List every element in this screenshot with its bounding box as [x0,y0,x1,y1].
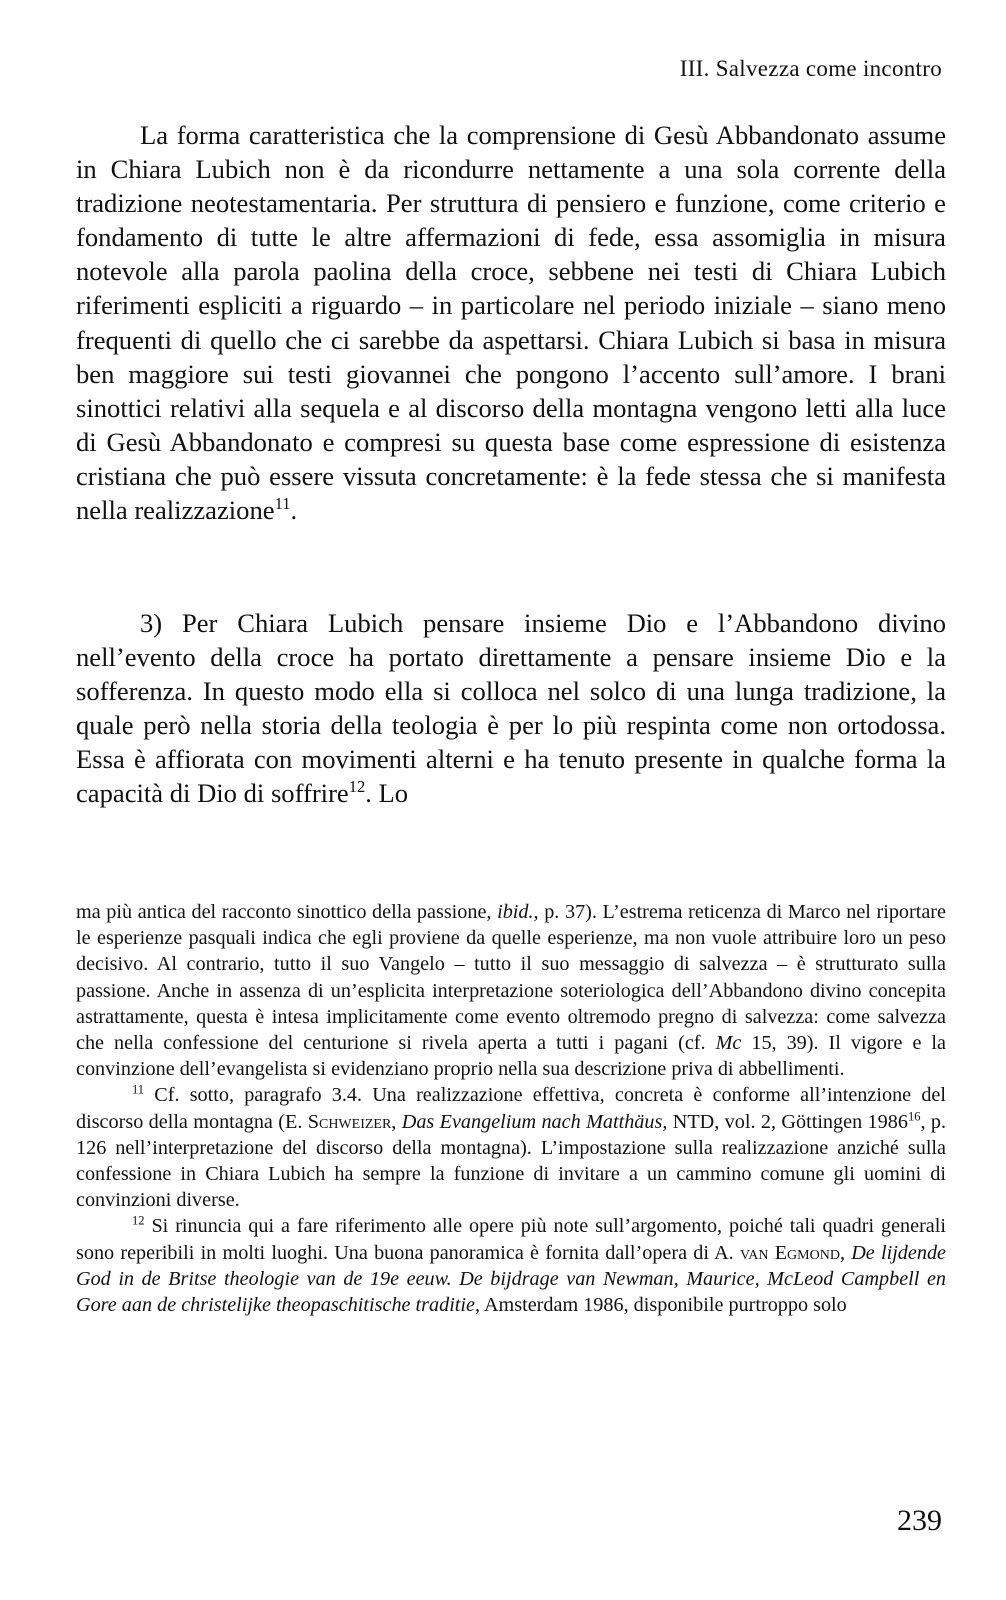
footnote-number: 11 [132,1082,145,1097]
footnote-separator: , [839,1241,852,1264]
footnote-italic: ibid. [497,901,534,923]
footnote-text: 15, 39). Il vigore e la convinzione dell’evangelista si evidenziano proprio nella sua descrizione priva di abbellimenti. [76,1032,946,1081]
running-header: III. Salvezza come incontro [679,56,942,81]
body-paragraph-1 [76,118,946,527]
footnote-text: , p. 126 nell’interpretazione del discorso della montagna). L’impostazione sulla realizzazione anziché sulla confessione in Chiara Lubich ha sempre la funzione di invitare a un cammino comune gli uomini di convinzioni diverse. [76,1110,947,1212]
footnote-text: Si rinuncia qui a fare riferimento alle opere più note sull’argomento, poiché tali quadri generali sono reperibili in molti luoghi. Una buona panoramica è fornita dall’opera di A. [76,1215,946,1264]
footnote-text: , p. 37). L’estrema reticenza di Marco nel riportare le esperienze pasquali indica che egli proviene da quelle esperienze, ma non vuole attribuire loro un peso decisivo. Al contrario, tutto il suo Vangelo – tutto il suo messaggio di salvezza – è strutturato sulla passione. Anche in assenza di un’esplicita interpretazione soteriologica dell’Abbandono divino concepita astrattamente, questa è intesa implicitamente come evento oltremodo pregno di salvezza: come salvezza che nella confessione del centurione si rivela aperta a tutti i pagani (cf. [76,901,946,1055]
footnote-continuation [76,899,946,1082]
paragraph-end: . [290,495,298,526]
footnote-text: ma più antica del racconto sinottico della passione, [76,901,498,923]
footnotes [76,899,946,1318]
footnote-author: Schweizer [307,1110,392,1133]
footnote-edition: 16 [907,1108,921,1123]
footnote-title: Das Evangelium nach Matthäus [401,1110,663,1133]
paragraph-text: 3) Per Chiara Lubich pensare insieme Dio e l’Abbandono divino nell’evento della croce ha portato direttamente a pensare insieme Dio e la sofferenza. In questo modo ella si colloca nel solco di una lunga tradizione, la quale però nella storia della teologia è per lo più respinta come non ortodossa. Essa è affiorata con movimenti alterni e ha tenuto presente in qualche forma la capacità di Dio di soffrire [76,608,946,809]
footnote-separator: , [391,1110,402,1133]
body-paragraph-2 [76,606,946,811]
footnote-text: , NTD, vol. 2, Göttingen 1986 [662,1110,908,1133]
footnote-title: De lijdende God in de Britse theologie van de 19e eeuw. De bijdrage van Newman, Maurice, McLeod Campbell en Gore aan de christelijke theopaschitische traditie [76,1241,947,1317]
footnote-12 [76,1213,946,1318]
paragraph-end: . Lo [365,778,409,809]
footnote-text: , Amsterdam 1986, disponibile purtroppo solo [475,1294,847,1317]
footnote-author: van Egmond [739,1241,840,1264]
paragraph-text: La forma caratteristica che la comprensione di Gesù Abbandonato assume in Chiara Lubich non è da ricondurre nettamente a una sola corrente della tradizione neotestamentaria. Per struttura di pensiero e funzione, come criterio e fondamento di tutte le altre affermazioni di fede, essa assomiglia in misura notevole alla parola paolina della croce, sebbene nei testi di Chiara Lubich riferimenti espliciti a riguardo – in particolare nel periodo iniziale – siano meno frequenti di quello che ci sarebbe da aspettarsi. Chiara Lubich si basa in misura ben maggiore sui testi giovannei che pongono l’accento sull’amore. I brani sinottici relativi alla sequela e al discorso della montagna vengono letti alla luce di Gesù Abbandonato e compresi su questa base come espressione di esistenza cristiana che può essere vissuta concretamente: è la fede stessa che si manifesta nella realizzazione [76,120,946,526]
footnote-number: 12 [132,1213,145,1228]
footnote-11 [76,1082,946,1213]
page-number: 239 [897,1504,942,1537]
footnote-italic: Mc [715,1032,742,1055]
footnote-text: Cf. sotto, paragrafo 3.4. Una realizzazione effettiva, concreta è conforme all’intenzione del discorso della montagna (E. [76,1084,946,1133]
footnote-ref-11: 11 [274,494,291,514]
footnote-ref-12: 12 [348,777,366,797]
